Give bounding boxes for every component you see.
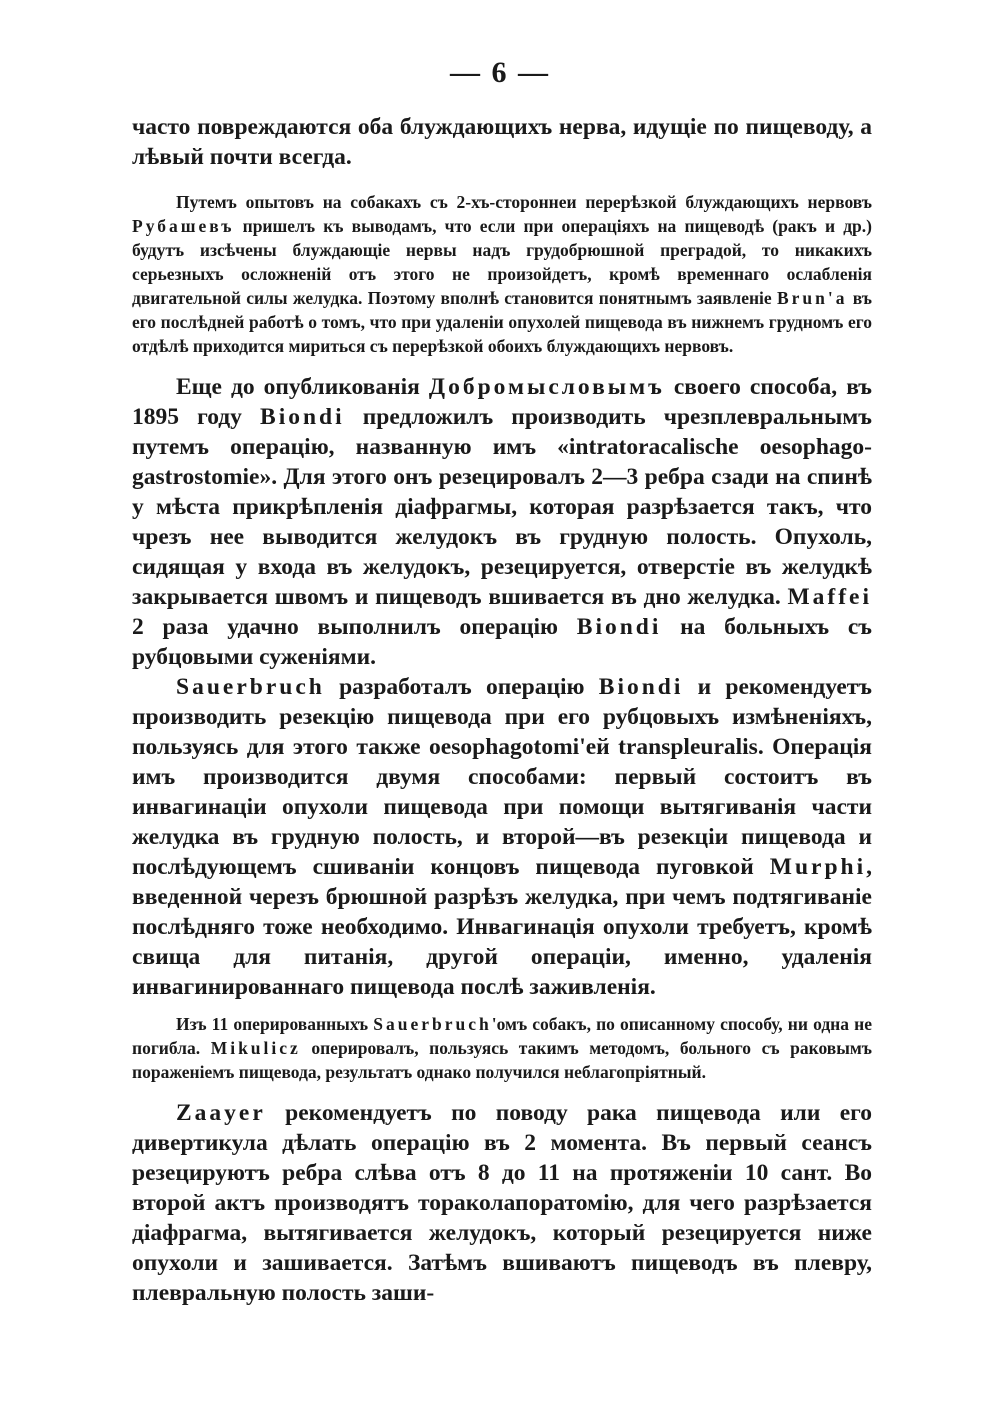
- author-name-dobromyslov: Добромысловымъ: [428, 374, 665, 400]
- author-name-mikulicz: Mikulicz: [210, 1038, 301, 1058]
- paragraph-1: [132, 112, 872, 172]
- author-name-biondi: Biondi: [576, 614, 662, 640]
- text-span: разработалъ операцію: [324, 674, 599, 700]
- text-span: Еще до опубликованія: [176, 374, 429, 400]
- text-span: 2 раза удачно выполнилъ операцію: [132, 614, 577, 640]
- text-span: предложилъ производить чрезплевральнымъ путемъ операцію, названную имъ «intratoracalische oesophago-gastrostomie». Для этого онъ резецировалъ 2—3 ребра сзади на спинѣ у мѣста прикрѣпленія діафрагмы, которая разрѣзается такъ, что чрезъ нее выводится желудокъ въ грудную полость. Опухоль, сидящая у входа въ желудокъ, резецируется, отверстіе въ желудкѣ закрывается швомъ и пищеводъ вшивается въ дно желудка.: [132, 404, 873, 610]
- author-name-biondi: Biondi: [598, 674, 684, 700]
- text-span: въ его послѣдней работѣ о томъ, что при удаленіи опухолей пищевода въ нижнемъ грудномъ его отдѣлѣ приходится мириться съ перерѣзкой обоихъ блуждающихъ нервовъ.: [132, 288, 872, 356]
- text-span: на больныхъ съ рубцовыми суженіями.: [132, 614, 872, 670]
- text-span: и рекомендуетъ производить резекцію пищевода при его рубцовыхъ измѣненіяхъ, пользуясь для этого также oesophagotomi'ей transpleuralis. Операція имъ производится двумя способами: первый состоитъ въ инвагинаціи опухоли пищевода при помощи вытягиванія части желудка въ грудную полость, и второй—въ резекціи пищевода и послѣдующемъ сшиваніи концовъ пищевода пуговкой: [132, 674, 873, 880]
- author-name-rubashev: Рубашевъ: [132, 216, 235, 236]
- paragraph-4: [132, 672, 872, 1002]
- author-name-maffei: Maffei: [787, 584, 872, 610]
- author-name-murphi: Murphi: [769, 854, 867, 880]
- text-span: пришелъ къ выводамъ, что если при операціяхъ на пищеводѣ (ракъ и др.) будутъ изсѣчены блуждающіе нервы надъ грудобрюшной преградой, то никакихъ серьезныхъ осложненій отъ этого не произойдетъ, кромѣ временнаго ослабленія двигательной силы желудка. Поэтому вполнѣ становится понятнымъ заявленіе: [132, 216, 872, 308]
- author-name-sauerbruch: Sauerbruch: [373, 1014, 492, 1034]
- text-span: 'омъ собакъ, по описанному способу, ни одна не погибла.: [132, 1014, 872, 1058]
- paragraph-5-small-print: [132, 1012, 872, 1084]
- text-span: своего способа, въ 1895 году: [132, 374, 872, 430]
- text-span: часто повреждаются оба блуждающихъ нерва, идущіе по пищеводу, а лѣвый почти всегда.: [132, 114, 872, 170]
- text-span: Путемъ опытовъ на собакахъ съ 2-хъ-стороннеи перерѣзкой блуждающихъ нервовъ: [176, 192, 872, 212]
- page-body: [132, 112, 872, 1308]
- author-name-biondi: Biondi: [260, 404, 345, 430]
- author-name-brun: Brun'a: [776, 288, 848, 308]
- page-number: — 6 —: [450, 56, 550, 89]
- author-name-zaayer: Zaayer: [176, 1100, 266, 1126]
- paragraph-2-small-print: [132, 190, 872, 358]
- paragraph-6: [132, 1098, 872, 1308]
- paragraph-3: [132, 372, 872, 672]
- text-span: Изъ 11 оперированныхъ: [176, 1014, 374, 1034]
- text-span: рекомендуетъ по поводу рака пищевода или его дивертикула дѣлать операцію въ 2 момента. Въ первый сеансъ резецируютъ ребра слѣва отъ 8 до 11 на протяженіи 10 сант. Во второй актъ производятъ тораколапоратомію, для чего разрѣзается діафрагма, вытягивается желудокъ, который резецируется ниже опухоли и зашивается. Затѣмъ вшиваютъ пищеводъ въ плевру, плевральную полость заши-: [132, 1100, 872, 1306]
- text-span: , введенной черезъ брюшной разрѣзъ желудка, при чемъ подтягиваніе послѣдняго тоже необходимо. Инвагинація опухоли требуетъ, кромѣ свища для питанія, другой операціи, именно, удаленія инвагинированнаго пищевода послѣ заживленія.: [132, 854, 872, 1000]
- text-span: оперировалъ, пользуясь такимъ методомъ, больного съ раковымъ пораженіемъ пищевода, результатъ однако получился неблагопріятный.: [132, 1038, 872, 1082]
- author-name-sauerbruch: Sauerbruch: [176, 674, 325, 700]
